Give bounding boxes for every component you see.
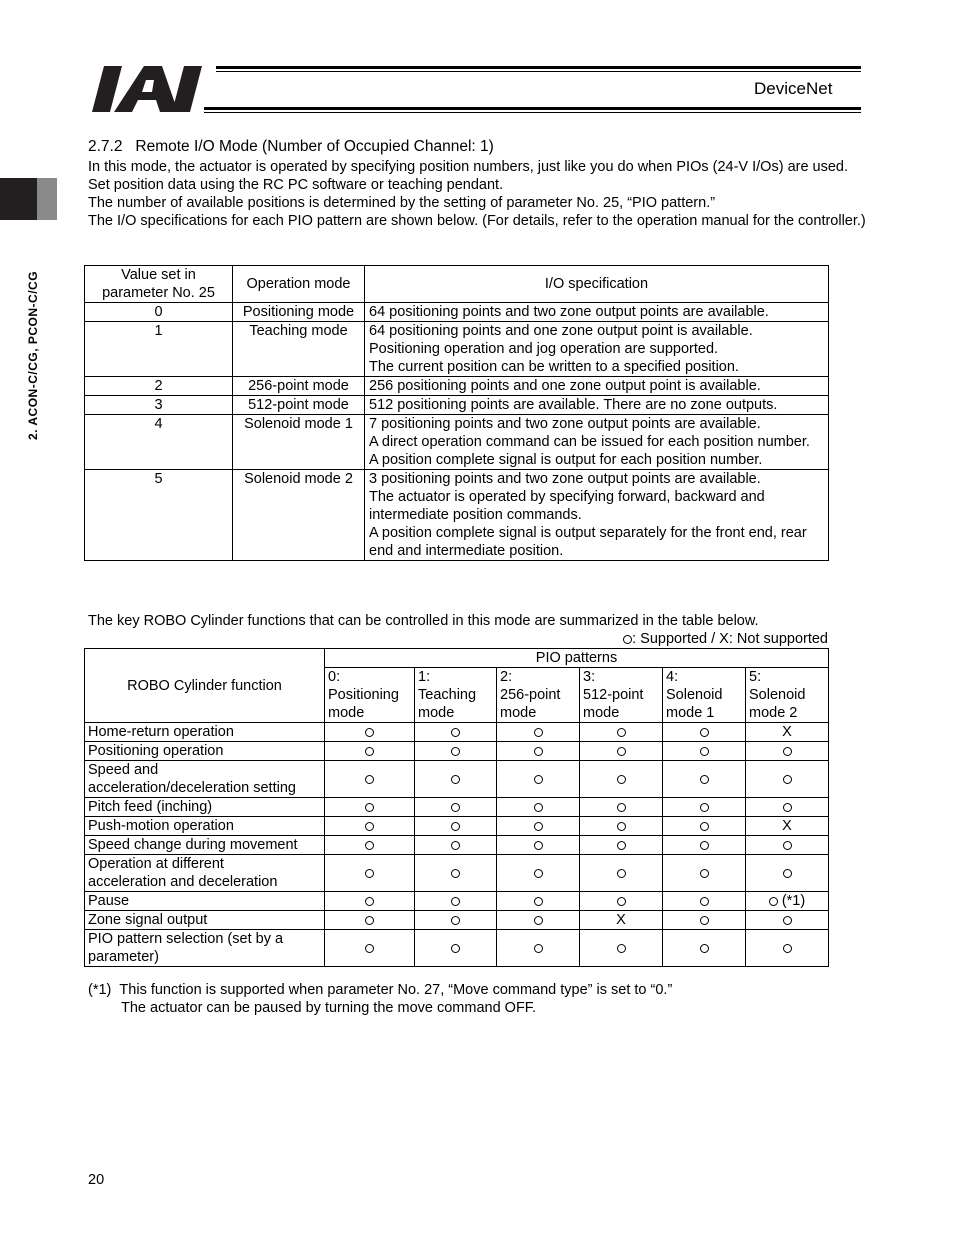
header-rule xyxy=(216,71,861,72)
legend xyxy=(88,630,828,648)
supported-mark xyxy=(746,930,829,967)
paragraph: The number of available positions is determined by the setting of parameter No. 25, “PIO pattern.” xyxy=(88,195,716,211)
functions-intro-block xyxy=(88,612,828,648)
param-value: 2 xyxy=(85,377,233,396)
supported-mark xyxy=(497,930,580,967)
supported-mark xyxy=(746,911,829,930)
chapter-side-label: 2. ACON-C/CG, PCON-C/CG xyxy=(26,270,40,440)
supported-circle-icon xyxy=(534,803,543,812)
chapter-tab xyxy=(0,178,37,220)
supported-mark xyxy=(663,798,746,817)
supported-mark xyxy=(746,742,829,761)
supported-circle-icon xyxy=(617,822,626,831)
table-row xyxy=(85,892,829,911)
spec-line: 512 positioning points are available. There are no zone outputs. xyxy=(369,397,778,413)
spec-line: A position complete signal is output separately for the front end, rear end and intermediate position. xyxy=(369,525,807,559)
supported-mark xyxy=(663,855,746,892)
function-name-line: acceleration and deceleration xyxy=(88,874,278,890)
supported-mark xyxy=(663,911,746,930)
supported-circle-icon xyxy=(700,897,709,906)
supported-mark xyxy=(663,817,746,836)
pattern-header-line: 256-point xyxy=(500,687,561,703)
supported-circle-icon xyxy=(365,897,374,906)
supported-mark xyxy=(415,723,497,742)
supported-circle-icon xyxy=(534,841,543,850)
io-spec xyxy=(365,396,829,415)
supported-mark xyxy=(580,761,663,798)
supported-circle-icon xyxy=(534,897,543,906)
function-name-line: Operation at different xyxy=(88,856,224,872)
param-value: 3 xyxy=(85,396,233,415)
param-value: 1 xyxy=(85,322,233,377)
param-value: 5 xyxy=(85,470,233,561)
supported-circle-icon xyxy=(617,897,626,906)
supported-mark xyxy=(325,817,415,836)
supported-circle-icon xyxy=(617,775,626,784)
paragraph: The I/O specifications for each PIO pattern are shown below. (For details, refer to the operation manual for the controller.) xyxy=(88,213,866,229)
supported-circle-icon xyxy=(451,869,460,878)
supported-circle-icon xyxy=(617,803,626,812)
table-row xyxy=(85,470,829,561)
supported-circle-icon xyxy=(617,841,626,850)
spec-line: The current position can be written to a specified position. xyxy=(369,359,739,375)
supported-circle-icon xyxy=(365,747,374,756)
supported-mark xyxy=(325,836,415,855)
function-name-line: Pause xyxy=(88,893,130,909)
chapter-tab-accent xyxy=(37,178,57,220)
supported-circle-icon xyxy=(534,944,543,953)
supported-mark xyxy=(325,761,415,798)
supported-mark xyxy=(497,723,580,742)
table-row xyxy=(85,303,829,322)
spec-line: 3 positioning points and two zone output points are available. xyxy=(369,471,761,487)
footnote-line: The actuator can be paused by turning the move command OFF. xyxy=(121,1000,537,1016)
function-column-header: ROBO Cylinder function xyxy=(85,649,325,723)
supported-circle-icon xyxy=(451,916,460,925)
header-rule xyxy=(216,66,861,69)
supported-circle-icon xyxy=(451,841,460,850)
table-row xyxy=(85,911,829,930)
supported-circle-icon xyxy=(700,728,709,737)
function-name xyxy=(85,911,325,930)
supported-mark xyxy=(325,742,415,761)
pattern-header-line: 4: xyxy=(666,669,679,685)
function-name-line: PIO pattern selection (set by a xyxy=(88,931,284,947)
supported-mark xyxy=(415,761,497,798)
pattern-header-line: 0: xyxy=(328,669,341,685)
function-name-line: Positioning operation xyxy=(88,743,224,759)
supported-mark xyxy=(746,761,829,798)
supported-mark xyxy=(580,855,663,892)
spec-line: A position complete signal is output for each position number. xyxy=(369,452,763,468)
functions-intro: The key ROBO Cylinder functions that can be controlled in this mode are summarized in the table below. xyxy=(88,613,759,629)
supported-mark xyxy=(580,930,663,967)
supported-circle-icon xyxy=(783,944,792,953)
supported-circle-icon xyxy=(617,747,626,756)
supported-mark xyxy=(497,817,580,836)
supported-circle-icon xyxy=(365,944,374,953)
note-reference: (*1) xyxy=(777,893,806,909)
spec-line: Positioning operation and jog operation are supported. xyxy=(369,341,719,357)
pattern-header-line: mode xyxy=(328,705,365,721)
supported-mark xyxy=(325,798,415,817)
supported-circle-icon xyxy=(700,822,709,831)
supported-circle-icon xyxy=(365,869,374,878)
table-row xyxy=(85,855,829,892)
function-name-line: acceleration/deceleration setting xyxy=(88,780,296,796)
spec-line: 64 positioning points and two zone output points are available. xyxy=(369,304,769,320)
operation-mode: Solenoid mode 2 xyxy=(233,470,365,561)
function-name xyxy=(85,930,325,967)
function-name-line: Zone signal output xyxy=(88,912,208,928)
supported-mark xyxy=(746,855,829,892)
supported-mark xyxy=(497,836,580,855)
pattern-header-line: 2: xyxy=(500,669,513,685)
supported-circle-icon xyxy=(617,869,626,878)
pattern-header-line: 5: xyxy=(749,669,762,685)
supported-circle-icon xyxy=(451,747,460,756)
supported-circle-icon xyxy=(365,822,374,831)
supported-mark xyxy=(663,930,746,967)
supported-circle-icon xyxy=(783,747,792,756)
pattern-header-line: Solenoid xyxy=(749,687,806,703)
table-row xyxy=(85,723,829,742)
unsupported-mark: X xyxy=(580,911,663,930)
function-name-line: Home-return operation xyxy=(88,724,234,740)
io-spec xyxy=(365,377,829,396)
supported-circle-icon xyxy=(451,803,460,812)
pattern-header-cell xyxy=(325,668,415,723)
supported-circle-icon xyxy=(783,916,792,925)
table-row xyxy=(85,742,829,761)
supported-circle-icon xyxy=(534,822,543,831)
supported-circle-icon xyxy=(534,775,543,784)
supported-mark xyxy=(497,761,580,798)
supported-circle-icon xyxy=(451,728,460,737)
supported-mark xyxy=(415,742,497,761)
pattern-header-cell xyxy=(415,668,497,723)
table-row xyxy=(85,377,829,396)
supported-circle-icon xyxy=(700,916,709,925)
function-name xyxy=(85,892,325,911)
function-name-line: Pitch feed (inching) xyxy=(88,799,213,815)
supported-mark xyxy=(497,855,580,892)
supported-mark xyxy=(746,798,829,817)
operation-mode: Teaching mode xyxy=(233,322,365,377)
supported-circle-icon xyxy=(783,841,792,850)
supported-mark xyxy=(325,911,415,930)
function-name xyxy=(85,855,325,892)
supported-circle-icon xyxy=(700,775,709,784)
supported-circle-icon xyxy=(365,775,374,784)
pattern-header-line: Teaching xyxy=(418,687,477,703)
function-name-line: Speed and xyxy=(88,762,159,778)
supported-circle-icon xyxy=(365,916,374,925)
io-spec xyxy=(365,303,829,322)
supported-circle-icon xyxy=(700,944,709,953)
operation-mode: Solenoid mode 1 xyxy=(233,415,365,470)
supported-circle-icon xyxy=(623,635,632,644)
supported-circle-icon xyxy=(365,803,374,812)
param-value: 4 xyxy=(85,415,233,470)
supported-mark xyxy=(415,798,497,817)
supported-mark xyxy=(663,761,746,798)
pattern-header-line: 1: xyxy=(418,669,431,685)
pio-patterns-header: PIO patterns xyxy=(325,649,829,668)
page-number: 20 xyxy=(88,1172,105,1188)
function-name-line: parameter) xyxy=(88,949,159,965)
footnote-line: (*1) This function is supported when parameter No. 27, “Move command type” is set to “0.” xyxy=(88,982,673,998)
function-name xyxy=(85,798,325,817)
supported-mark xyxy=(325,892,415,911)
supported-circle-icon xyxy=(700,869,709,878)
supported-circle-icon xyxy=(783,869,792,878)
section-title: 2.7.2 Remote I/O Mode (Number of Occupied Channel: 1) xyxy=(88,138,494,155)
table-row xyxy=(85,322,829,377)
spec-line: 256 positioning points and one zone output point is available. xyxy=(369,378,761,394)
supported-mark xyxy=(415,836,497,855)
supported-circle-icon xyxy=(534,916,543,925)
supported-circle-icon xyxy=(534,869,543,878)
table-row xyxy=(85,798,829,817)
pattern-header-line: Solenoid xyxy=(666,687,723,703)
io-spec-table xyxy=(84,265,829,561)
supported-circle-icon xyxy=(700,841,709,850)
supported-mark xyxy=(663,892,746,911)
supported-circle-icon xyxy=(700,803,709,812)
iai-logo xyxy=(92,66,212,112)
supported-mark xyxy=(497,892,580,911)
supported-circle-icon xyxy=(451,822,460,831)
function-name xyxy=(85,761,325,798)
supported-circle-icon xyxy=(783,803,792,812)
supported-circle-icon xyxy=(451,944,460,953)
supported-mark xyxy=(663,723,746,742)
legend-text: : Supported / X: Not supported xyxy=(632,631,828,647)
function-name xyxy=(85,723,325,742)
pattern-header-line: mode xyxy=(500,705,537,721)
pattern-header-line: mode 1 xyxy=(666,705,715,721)
function-name xyxy=(85,817,325,836)
spec-line: 64 positioning points and one zone output point is available. xyxy=(369,323,753,339)
table-row xyxy=(85,817,829,836)
supported-mark xyxy=(415,930,497,967)
param-value: 0 xyxy=(85,303,233,322)
supported-mark xyxy=(580,836,663,855)
table-row xyxy=(85,930,829,967)
supported-circle-icon xyxy=(365,728,374,737)
table-row xyxy=(85,415,829,470)
pattern-header-cell xyxy=(663,668,746,723)
header-cell: I/O specification xyxy=(365,266,829,303)
supported-mark xyxy=(580,742,663,761)
supported-mark xyxy=(325,855,415,892)
supported-mark xyxy=(580,817,663,836)
pattern-header-line: mode xyxy=(583,705,620,721)
table-header-row xyxy=(85,649,829,668)
table-row xyxy=(85,396,829,415)
supported-mark xyxy=(325,723,415,742)
supported-mark xyxy=(415,892,497,911)
supported-mark xyxy=(746,836,829,855)
supported-circle-icon xyxy=(534,728,543,737)
pattern-header-line: Positioning xyxy=(328,687,399,703)
operation-mode: 256-point mode xyxy=(233,377,365,396)
spec-line: A direct operation command can be issued for each position number. xyxy=(369,434,810,450)
supported-mark xyxy=(415,855,497,892)
supported-mark xyxy=(663,742,746,761)
io-spec xyxy=(365,322,829,377)
table-row xyxy=(85,836,829,855)
supported-mark xyxy=(325,930,415,967)
supported-mark xyxy=(497,911,580,930)
header-title: DeviceNet xyxy=(754,79,833,98)
io-spec xyxy=(365,415,829,470)
pattern-header-line: 3: xyxy=(583,669,596,685)
unsupported-mark: X xyxy=(746,723,829,742)
footnote xyxy=(88,981,848,1017)
header-cell: Operation mode xyxy=(233,266,365,303)
section-body xyxy=(88,138,866,230)
io-spec xyxy=(365,470,829,561)
table-header-row xyxy=(85,266,829,303)
supported-circle-icon xyxy=(365,841,374,850)
function-name xyxy=(85,742,325,761)
supported-mark-with-note xyxy=(746,892,829,911)
supported-mark xyxy=(663,836,746,855)
supported-mark xyxy=(580,798,663,817)
supported-circle-icon xyxy=(617,944,626,953)
operation-mode: Positioning mode xyxy=(233,303,365,322)
header-rule xyxy=(204,112,861,113)
paragraph: Set position data using the RC PC software or teaching pendant. xyxy=(88,177,504,193)
pattern-header-line: mode 2 xyxy=(749,705,798,721)
function-name-line: Push-motion operation xyxy=(88,818,234,834)
table-row xyxy=(85,761,829,798)
supported-circle-icon xyxy=(451,897,460,906)
pattern-header-line: mode xyxy=(418,705,455,721)
unsupported-mark: X xyxy=(746,817,829,836)
supported-circle-icon xyxy=(617,728,626,737)
function-name xyxy=(85,836,325,855)
supported-mark xyxy=(580,892,663,911)
spec-line: 7 positioning points and two zone output points are available. xyxy=(369,416,761,432)
supported-mark xyxy=(415,911,497,930)
function-name-line: Speed change during movement xyxy=(88,837,298,853)
paragraph: In this mode, the actuator is operated by specifying position numbers, just like you do when PIOs (24-V I/Os) are used. xyxy=(88,159,849,175)
supported-mark xyxy=(415,817,497,836)
supported-mark xyxy=(497,742,580,761)
supported-mark xyxy=(497,798,580,817)
function-support-table xyxy=(84,648,829,967)
function-rows xyxy=(85,723,829,967)
pattern-header-cell xyxy=(497,668,580,723)
header-cell: Value set in parameter No. 25 xyxy=(85,266,233,303)
supported-circle-icon xyxy=(783,775,792,784)
supported-mark xyxy=(580,723,663,742)
supported-circle-icon xyxy=(700,747,709,756)
header-rule xyxy=(204,107,861,110)
pattern-header-cell xyxy=(580,668,663,723)
spec-line: The actuator is operated by specifying forward, backward and intermediate position commands. xyxy=(369,489,765,523)
pattern-header-line: 512-point xyxy=(583,687,644,703)
pattern-header-cell xyxy=(746,668,829,723)
supported-circle-icon xyxy=(451,775,460,784)
supported-circle-icon xyxy=(769,897,778,906)
supported-circle-icon xyxy=(534,747,543,756)
operation-mode: 512-point mode xyxy=(233,396,365,415)
